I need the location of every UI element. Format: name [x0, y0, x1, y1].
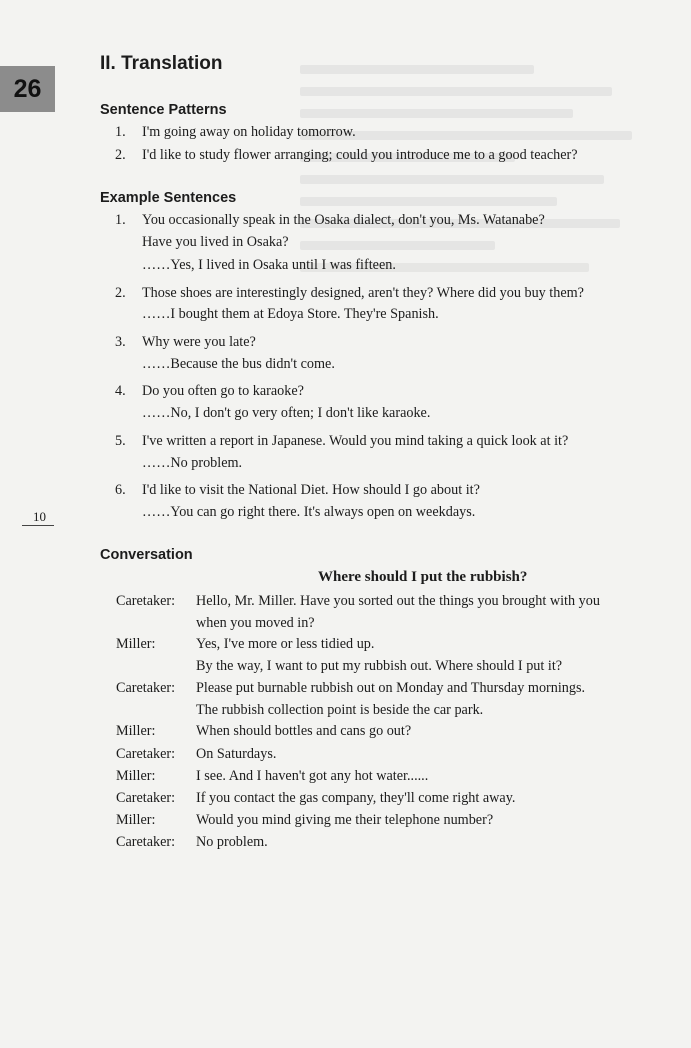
sentence-patterns-heading: Sentence Patterns — [100, 102, 227, 118]
dialogue-line: On Saturdays. — [196, 746, 277, 762]
dialogue-line: I see. And I haven't got any hot water...... — [196, 768, 429, 784]
example-answer: ……Yes, I lived in Osaka until I was fifteen. — [142, 257, 396, 273]
dialogue-line: If you contact the gas company, they'll come right away. — [196, 790, 516, 806]
example-sentences-heading: Example Sentences — [100, 190, 237, 206]
example-number: 1. — [115, 212, 126, 228]
dialogue-line: The rubbish collection point is beside the car park. — [196, 702, 484, 718]
conversation-heading: Conversation — [100, 547, 193, 563]
speaker-label: Miller: — [116, 636, 156, 652]
example-number: 3. — [115, 334, 126, 350]
example-line: You occasionally speak in the Osaka dialect, don't you, Ms. Watanabe? — [142, 212, 545, 228]
dialogue-line: By the way, I want to put my rubbish out. Where should I put it? — [196, 658, 563, 674]
page-number: 10 — [33, 509, 46, 524]
page-number-rule — [22, 525, 54, 526]
example-answer: ……I bought them at Edoya Store. They're Spanish. — [142, 306, 439, 322]
example-line: Those shoes are interestingly designed, aren't they? Where did you buy them? — [142, 285, 584, 301]
speaker-label: Caretaker: — [116, 680, 176, 696]
pattern-text: I'd like to study flower arranging; could you introduce me to a good teacher? — [142, 147, 578, 163]
speaker-label: Miller: — [116, 723, 156, 739]
dialogue-line: Would you mind giving me their telephone number? — [196, 812, 494, 828]
example-answer: ……No, I don't go very often; I don't like karaoke. — [142, 405, 431, 421]
example-number: 2. — [115, 285, 126, 301]
example-line: Have you lived in Osaka? — [142, 234, 289, 250]
example-number: 6. — [115, 482, 126, 498]
speaker-label: Miller: — [116, 812, 156, 828]
conversation-title: Where should I put the rubbish? — [318, 569, 528, 585]
example-line: I'd like to visit the National Diet. How should I go about it? — [142, 482, 480, 498]
chapter-tab: 26 — [0, 66, 55, 112]
pattern-number: 1. — [115, 124, 126, 140]
dialogue-line: Please put burnable rubbish out on Monday and Thursday mornings. — [196, 680, 586, 696]
example-answer: ……No problem. — [142, 455, 243, 471]
section-title: II. Translation — [100, 53, 223, 74]
speaker-label: Caretaker: — [116, 593, 176, 609]
speaker-label: Caretaker: — [116, 790, 176, 806]
example-line: Do you often go to karaoke? — [142, 383, 304, 399]
example-line: I've written a report in Japanese. Would you mind taking a quick look at it? — [142, 433, 569, 449]
dialogue-line: No problem. — [196, 834, 268, 850]
dialogue-line: when you moved in? — [196, 615, 315, 631]
dialogue-line: Hello, Mr. Miller. Have you sorted out the things you brought with you — [196, 593, 600, 609]
example-line: Why were you late? — [142, 334, 256, 350]
pattern-number: 2. — [115, 147, 126, 163]
example-answer: ……Because the bus didn't come. — [142, 356, 335, 372]
example-number: 5. — [115, 433, 126, 449]
speaker-label: Caretaker: — [116, 834, 176, 850]
speaker-label: Caretaker: — [116, 746, 176, 762]
speaker-label: Miller: — [116, 768, 156, 784]
dialogue-line: Yes, I've more or less tidied up. — [196, 636, 375, 652]
dialogue-line: When should bottles and cans go out? — [196, 723, 412, 739]
pattern-text: I'm going away on holiday tomorrow. — [142, 124, 356, 140]
example-answer: ……You can go right there. It's always open on weekdays. — [142, 504, 476, 520]
example-number: 4. — [115, 383, 126, 399]
